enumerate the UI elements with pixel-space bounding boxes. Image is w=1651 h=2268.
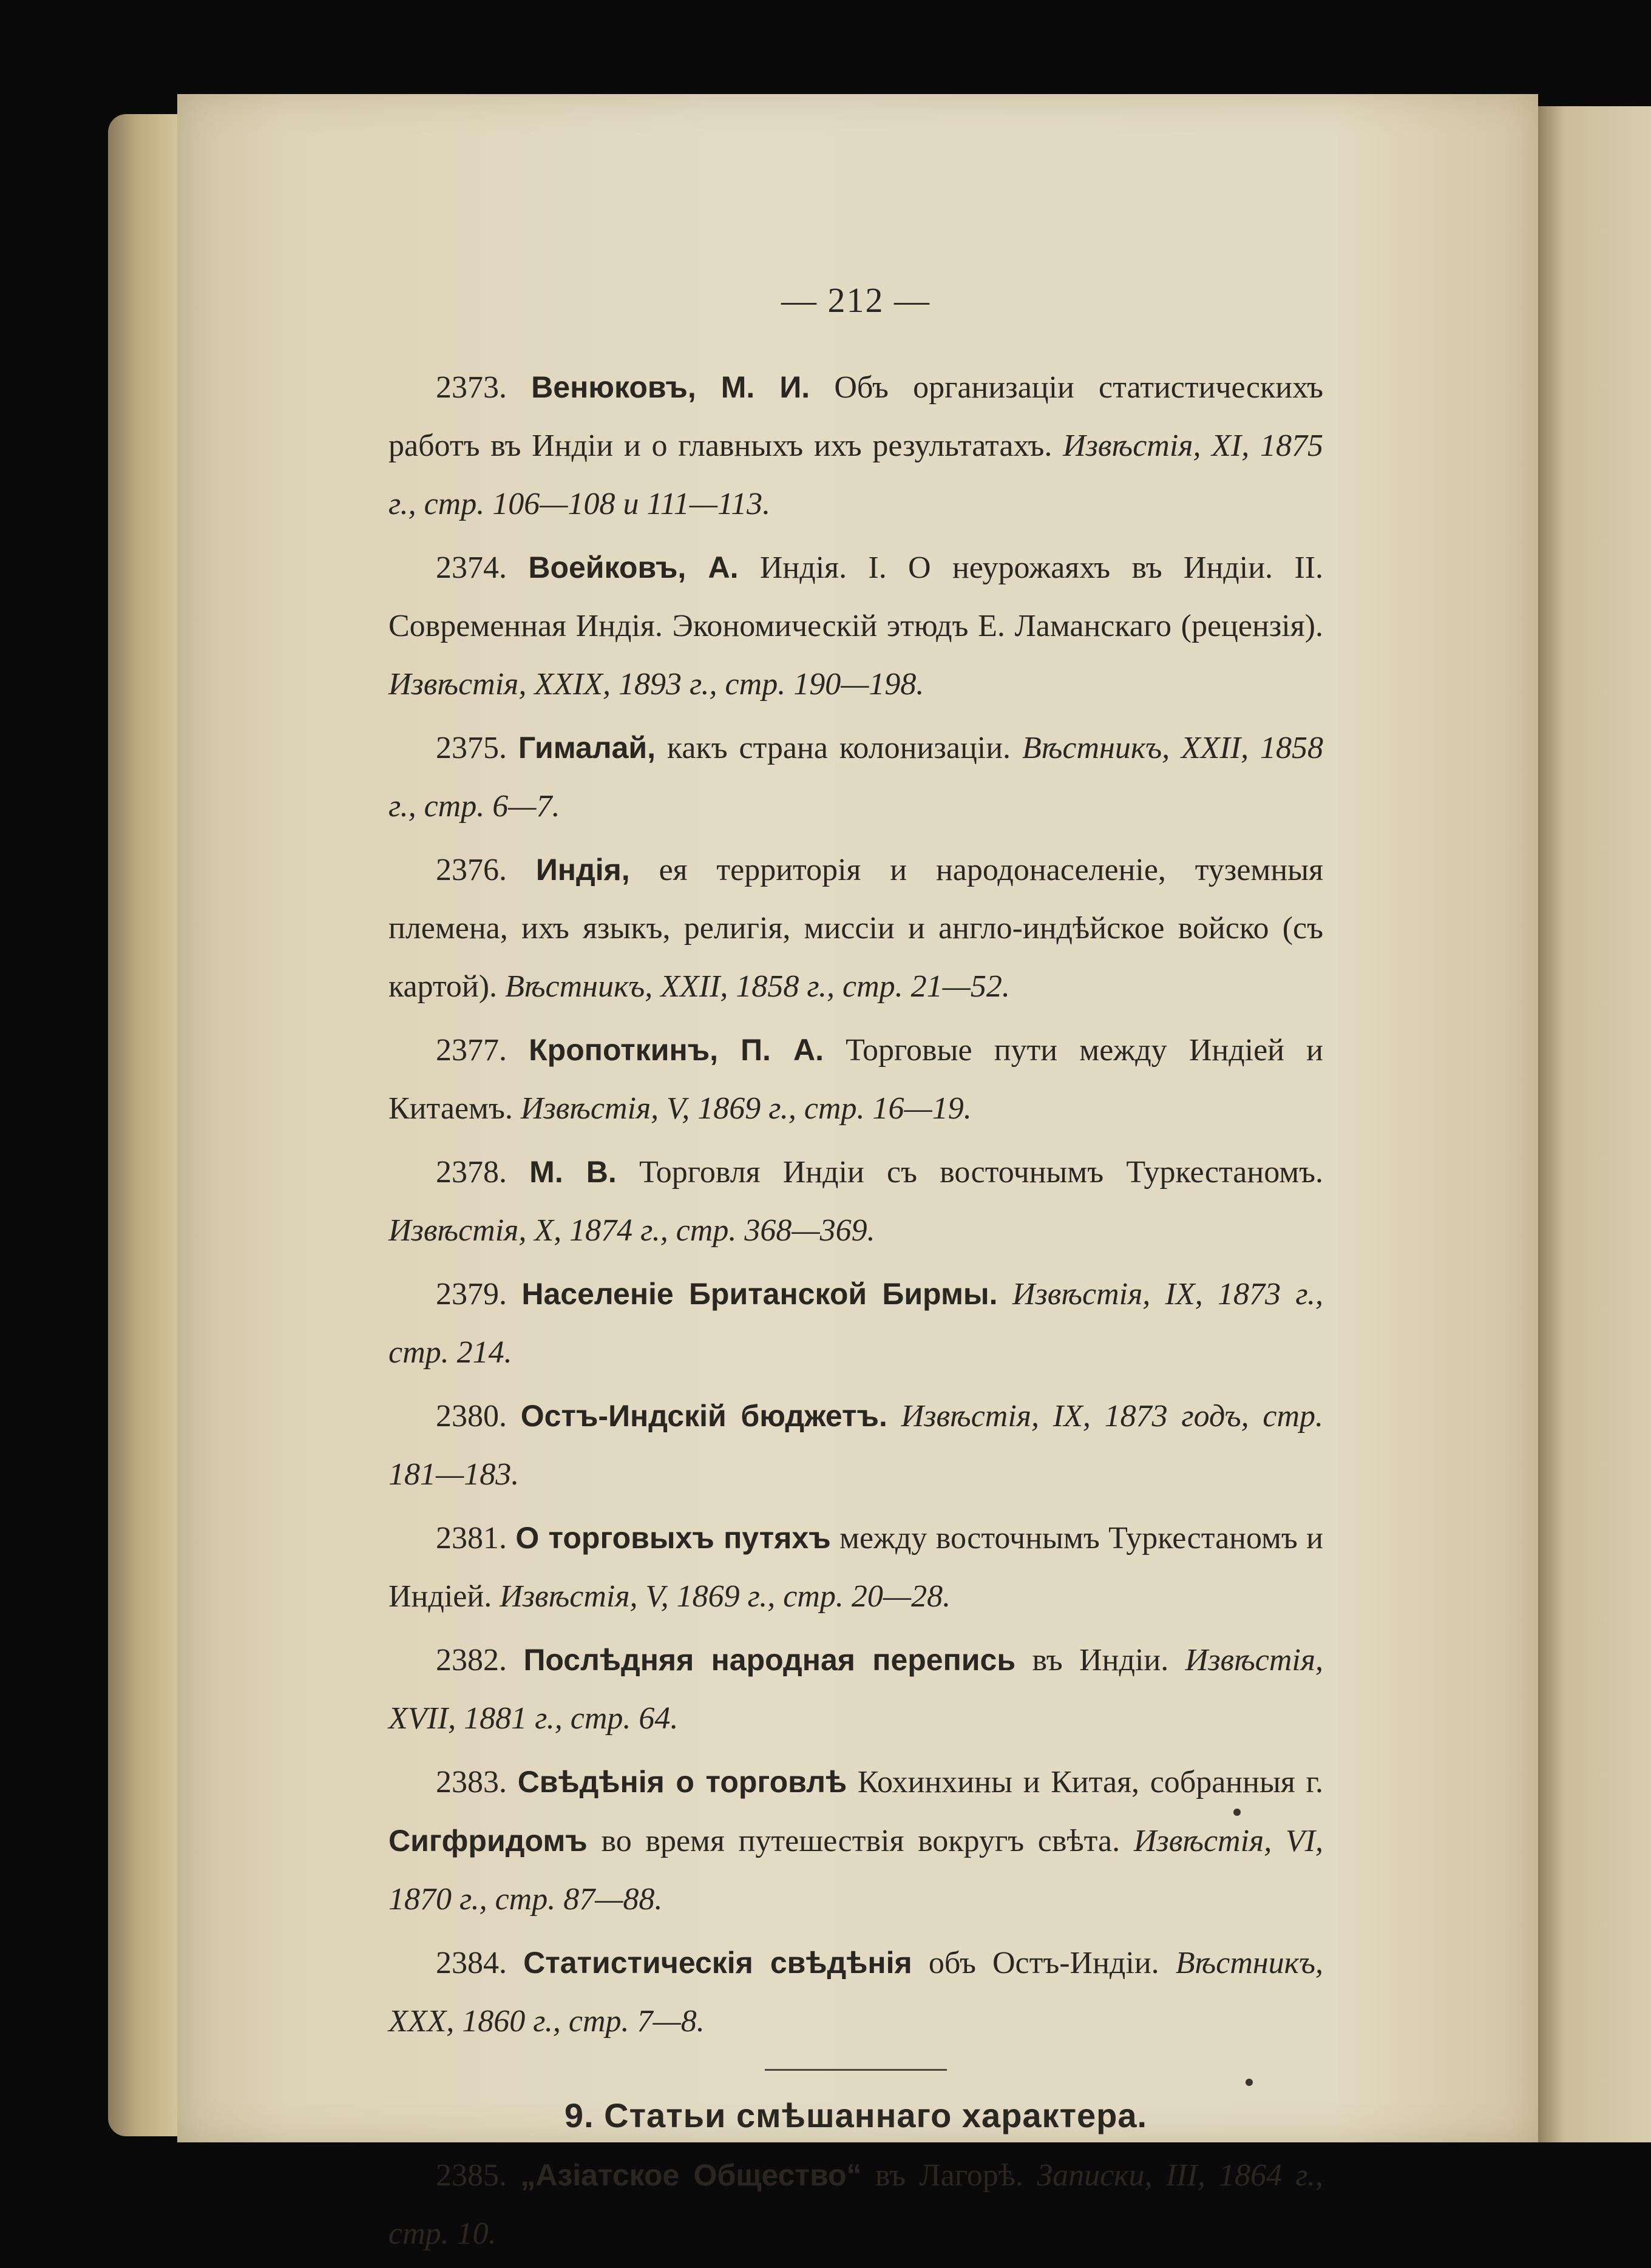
bibliography-entry [388, 358, 1323, 533]
entry-heading: Венюковъ, М. И. [531, 370, 810, 404]
bibliography-entry [388, 1509, 1323, 1626]
entry-citation: Извѣстія, IX, 1873 годъ, стр. 181—183. [388, 1399, 1323, 1492]
entry-citation: Извѣстія, XXIX, 1893 г., стр. 190—198. [388, 667, 924, 702]
bibliography-entry [388, 1387, 1323, 1504]
entry-number: 2385. [436, 2158, 507, 2193]
entry-number: 2377. [436, 1033, 507, 1068]
entry-description: между восточнымъ Туркестаномъ и Индіей. [388, 1521, 1323, 1614]
entry-citation: Извѣстія, X, 1874 г., стр. 368—369. [388, 1213, 875, 1248]
bibliography-entry [388, 1021, 1323, 1138]
entry-heading-secondary: Сигфридомъ [388, 1824, 588, 1858]
entry-description: Торговые пути между Индіей и Китаемъ. [388, 1033, 1323, 1126]
bibliography-entries [388, 358, 1323, 2051]
entry-heading: М. В. [529, 1155, 617, 1189]
bibliography-entry [388, 1631, 1323, 1748]
entry-number: 2376. [436, 853, 507, 887]
entry-number: 2378. [436, 1155, 507, 1190]
entry-description: какъ страна колонизаціи. [666, 731, 1011, 765]
bibliography-entry [388, 2146, 1323, 2263]
bibliography-entry [388, 719, 1323, 836]
entry-description: ея территорія и народонаселеніе, туземныя племена, ихъ языкъ, религія, миссіи и англо-индѣйское войско (съ картой). [388, 853, 1324, 1004]
section-entries [388, 2146, 1323, 2263]
entry-citation: Вѣстникъ, XXII, 1858 г., стр. 6—7. [388, 731, 1324, 824]
entry-heading: Воейковъ, А. [528, 550, 739, 584]
entry-heading: Населеніе Британской Бирмы. [521, 1277, 998, 1311]
entry-description: Торговля Индіи съ восточнымъ Туркестаномъ. [639, 1155, 1323, 1190]
entry-citation: Извѣстія, IX, 1873 г., стр. 214. [388, 1277, 1324, 1370]
entry-description: Индія. I. О неурожаяхъ въ Индіи. II. Современная Индія. Экономическій этюдъ Е. Ламанскаго (рецензія). [388, 550, 1324, 643]
entry-description: въ Лагорѣ. [875, 2158, 1024, 2193]
entry-number: 2382. [436, 1643, 507, 1677]
entry-citation: Извѣстія, V, 1869 г., стр. 20—28. [500, 1579, 951, 1614]
entry-heading: Индія, [535, 853, 630, 887]
entry-heading: Послѣдняя народная перепись [523, 1643, 1016, 1677]
book-page-edges [108, 114, 187, 2136]
entry-citation: Записки, III, 1864 г., стр. 10. [388, 2158, 1324, 2251]
entry-number: 2384. [436, 1946, 507, 1980]
entry-heading: „Азіатское Общество“ [520, 2158, 862, 2192]
entry-heading: О торговыхъ путяхъ [515, 1521, 831, 1555]
entry-description: въ Индіи. [1032, 1643, 1169, 1677]
entry-description: объ Остъ-Индіи. [928, 1946, 1159, 1980]
entry-heading: Статистическія свѣдѣнія [523, 1946, 912, 1980]
bibliography-entry [388, 1934, 1323, 2051]
page-number: — 212 — [781, 280, 931, 320]
bibliography-entry [388, 841, 1323, 1016]
entry-description-continued: во время путешествія вокругъ свѣта. [601, 1824, 1120, 1858]
entry-heading: Кропоткинъ, П. А. [529, 1033, 824, 1067]
entry-heading: Остъ-Индскій бюджетъ. [520, 1399, 887, 1433]
bibliography-entry [388, 1265, 1323, 1382]
entry-number: 2375. [436, 731, 507, 765]
bibliography-entry [388, 1143, 1323, 1260]
entry-citation: Вѣстникъ, XXII, 1858 г., стр. 21—52. [505, 969, 1010, 1004]
bibliography-entry [388, 1753, 1323, 1929]
facing-page-edge [1536, 106, 1651, 2142]
entry-citation: Вѣстникъ, XXX, 1860 г., стр. 7—8. [388, 1946, 1323, 2039]
entry-heading: Гималай, [518, 731, 656, 765]
entry-citation: Извѣстія, VI, 1870 г., стр. 87—88. [388, 1824, 1324, 1917]
entry-description: Кохинхины и Китая, собранныя г. [857, 1765, 1323, 1799]
section-divider [765, 2069, 947, 2071]
entry-description: Объ организаціи статистическихъ работъ въ Индіи и о главныхъ ихъ результатахъ. [388, 370, 1324, 463]
entry-number: 2373. [436, 370, 507, 405]
bibliography-entry [388, 538, 1323, 714]
entry-citation: Извѣстія, XVII, 1881 г., стр. 64. [388, 1643, 1324, 1736]
entry-number: 2380. [436, 1399, 507, 1434]
entry-number: 2383. [436, 1765, 507, 1799]
section-title: 9. Статьи смѣшаннаго характера. [564, 2096, 1148, 2134]
entry-number: 2381. [436, 1521, 507, 1555]
entry-citation: Извѣстія, V, 1869 г., стр. 16—19. [520, 1091, 972, 1126]
entry-citation: Извѣстія, XI, 1875 г., стр. 106—108 и 111—113. [388, 428, 1323, 521]
entry-number: 2374. [436, 550, 507, 585]
entry-number: 2379. [436, 1277, 507, 1312]
entry-heading: Свѣдѣнія о торговлѣ [517, 1765, 847, 1799]
page-text [388, 279, 1323, 2268]
